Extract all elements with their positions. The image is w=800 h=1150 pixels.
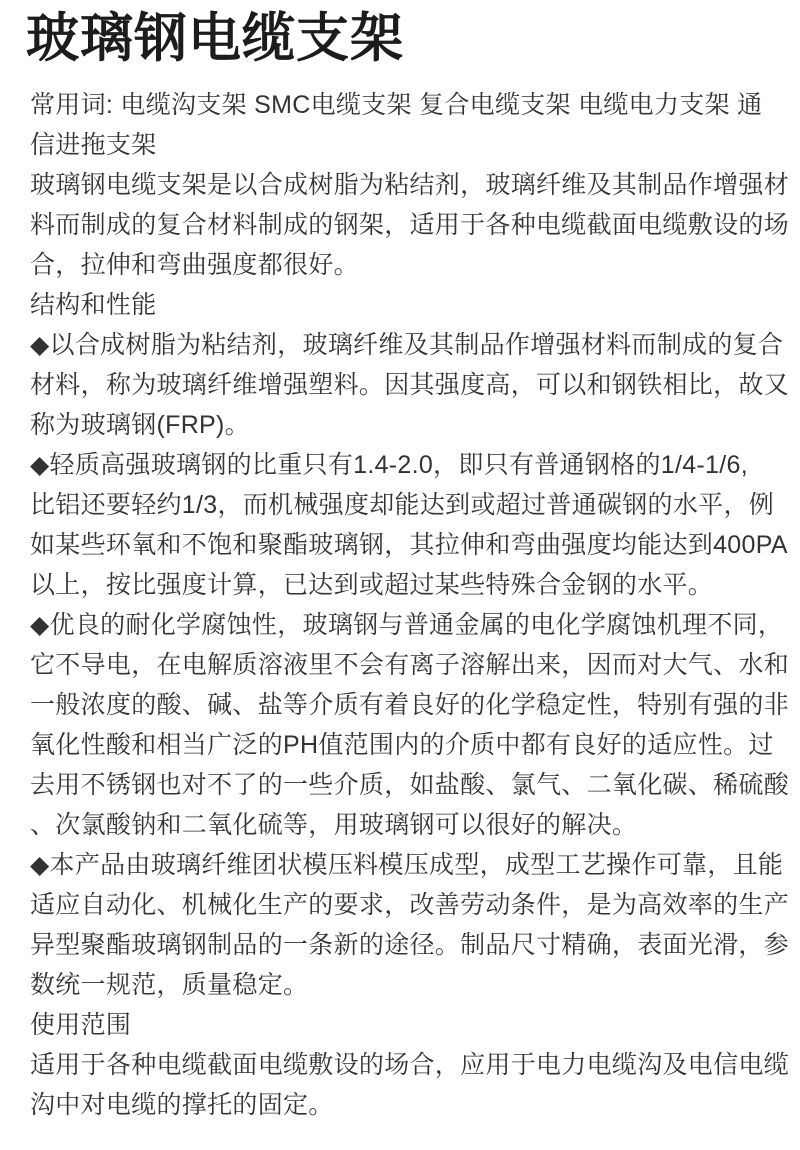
bullet-molding-line: 适应自动化、机械化生产的要求，改善劳动条件，是为高效率的生产 bbox=[30, 891, 790, 919]
bullet-composite-line: ◆以合成树脂为粘结剂，玻璃纤维及其制品作增强材料而制成的复合 bbox=[30, 331, 784, 359]
bullet-composite-line: 材料，称为玻璃纤维增强塑料。因其强度高，可以和钢铁相比，故又 bbox=[30, 371, 790, 399]
intro-line: 料而制成的复合材料制成的钢架，适用于各种电缆截面电缆敷设的场 bbox=[30, 211, 790, 239]
bullet-lightweight-line: 如某些环氧和不饱和聚酯玻璃钢，其拉伸和弯曲强度均能达到400PA bbox=[30, 531, 788, 559]
bullet-lightweight-line: 以上，按比强度计算，已达到或超过某些特殊合金钢的水平。 bbox=[30, 571, 714, 599]
bullet-corrosion-line: 、次氯酸钠和二氧化硫等，用玻璃钢可以很好的解决。 bbox=[30, 811, 638, 839]
section-heading-structure-performance: 结构和性能 bbox=[30, 291, 157, 319]
bullet-corrosion-line: ◆优良的耐化学腐蚀性，玻璃钢与普通金属的电化学腐蚀机理不同， bbox=[30, 611, 784, 639]
bullet-corrosion-line: 氧化性酸和相当广泛的PH值范围内的介质中都有良好的适应性。过 bbox=[30, 731, 774, 759]
bullet-corrosion-line: 它不导电，在电解质溶液里不会有离子溶解出来，因而对大气、水和 bbox=[30, 651, 790, 679]
bullet-lightweight-line: ◆轻质高强玻璃钢的比重只有1.4-2.0，即只有普通钢格的1/4-1/6, bbox=[30, 451, 748, 479]
usage-line: 适用于各种电缆截面电缆敷设的场合，应用于电力电缆沟及电信电缆 bbox=[30, 1051, 790, 1079]
keywords-line: 常用词: 电缆沟支架 SMC电缆支架 复合电缆支架 电缆电力支架 通 bbox=[30, 91, 763, 119]
bullet-molding-line: ◆本产品由玻璃纤维团状模压料模压成型，成型工艺操作可靠，且能 bbox=[30, 851, 784, 879]
bullet-molding-line: 异型聚酯玻璃钢制品的一条新的途径。制品尺寸精确，表面光滑，参 bbox=[30, 931, 790, 959]
intro-line: 玻璃钢电缆支架是以合成树脂为粘结剂，玻璃纤维及其制品作增强材 bbox=[30, 171, 790, 199]
document-body bbox=[0, 85, 800, 1125]
usage-line: 沟中对电缆的撑托的固定。 bbox=[30, 1091, 334, 1119]
intro-line: 合，拉伸和弯曲强度都很好。 bbox=[30, 251, 359, 279]
bullet-molding-line: 数统一规范，质量稳定。 bbox=[30, 971, 309, 999]
bullet-corrosion-line: 一般浓度的酸、碱、盐等介质有着良好的化学稳定性，特别有强的非 bbox=[30, 691, 790, 719]
bullet-lightweight-line: 比铝还要轻约1/3，而机械强度却能达到或超过普通碳钢的水平，例 bbox=[30, 491, 775, 519]
page-title: 玻璃钢电缆支架 bbox=[26, 9, 404, 68]
bullet-composite-line: 称为玻璃钢(FRP)。 bbox=[30, 411, 250, 439]
bullet-corrosion-line: 去用不锈钢也对不了的一些介质，如盐酸、氯气、二氧化碳、稀硫酸 bbox=[30, 771, 790, 799]
section-heading-usage-scope: 使用范围 bbox=[30, 1011, 132, 1039]
keywords-line: 信进拖支架 bbox=[30, 131, 157, 159]
